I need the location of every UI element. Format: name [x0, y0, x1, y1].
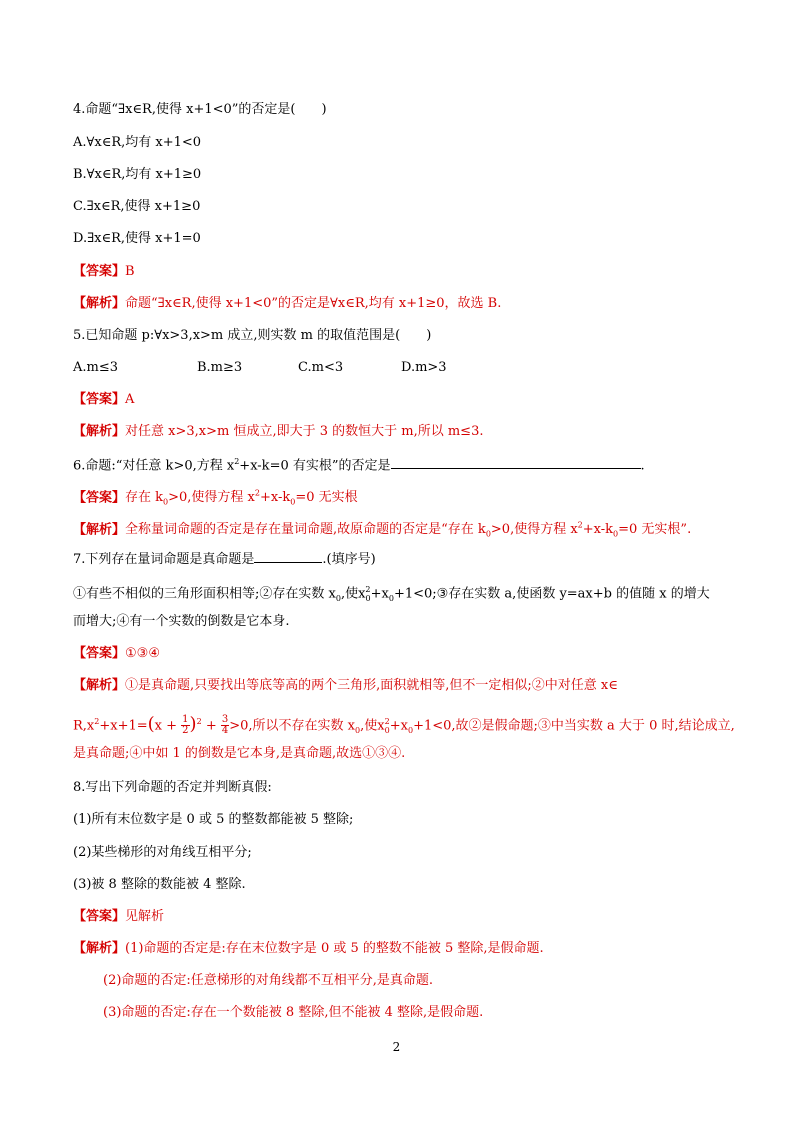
q8-analysis-text-1: (1)命题的否定是:存在末位数字是 0 或 5 的整数不能被 5 整除,是假命题.	[125, 941, 544, 956]
q5-answer-value: A	[125, 392, 135, 407]
fraction-one-half: $\frac{1}{2}$	[182, 714, 189, 737]
q7-analysis-text-2d: >0,所以不存在实数 x	[229, 718, 355, 734]
q4-option-a: A.∀x∈R,均有 x+1<0	[73, 135, 202, 150]
q8-answer-value: 见解析	[125, 909, 165, 924]
q6-stem-text: 6.命题:“对任意 k>0,方程 x	[73, 458, 235, 474]
q8-item-3: (3)被 8 整除的数能被 4 整除.	[73, 877, 246, 892]
q5-option-d: D.m>3	[401, 360, 447, 375]
analysis-tag: 【解析】	[73, 678, 126, 693]
q4-answer	[73, 262, 753, 282]
answer-tag: 【答案】	[73, 264, 126, 279]
q7-answer-value: ①③④	[125, 646, 160, 661]
q8-answer	[73, 907, 753, 927]
q7-item-text-4: +1<0;③存在实数 a,使函数 y=ax+b 的值随 x 的增大	[393, 586, 710, 602]
q6-answer-text-3: +x-k	[259, 490, 291, 506]
q5-answer	[73, 390, 753, 410]
q7-item-text-3: +x	[370, 586, 389, 602]
q4-option-d: D.∃x∈R,使得 x+1=0	[73, 231, 201, 246]
q7-analysis-text-2b: +x+1=	[99, 718, 148, 734]
q6-answer-value: 存在 $k_0>0$,使得方程 $x^2+x-k_0=0$ 无实根	[125, 489, 358, 507]
q7-analysis-line-3: 是真命题;④中如 1 的倒数是它本身,是真命题,故选①③④.	[73, 746, 406, 761]
q6-analysis-text-1: 全称量词命题的否定是存在量词命题,故原命题的否定是“存在 k	[125, 522, 486, 538]
q7-stem-text: 7.下列存在量词命题是真命题是	[73, 552, 255, 567]
q6-analysis-text-4: =0 无实根”.	[618, 522, 692, 538]
q5-option-b: B.m≥3	[197, 360, 243, 375]
q4-analysis-text: 命题“∃x∈R,使得 x+1<0”的否定是∀x∈R,均有 x+1≥0，故选 B.	[125, 296, 502, 311]
q6-analysis-text-3: +x-k	[582, 522, 614, 538]
q7-item-text-2: ,使x	[340, 586, 366, 602]
analysis-tag: 【解析】	[73, 941, 126, 956]
q4-analysis	[73, 294, 753, 314]
q6-answer	[73, 484, 753, 513]
q7-analysis-line-1	[73, 676, 753, 696]
q6-answer-text-4: =0 无实根	[295, 490, 358, 506]
page-number: 2	[392, 1040, 401, 1054]
q8-analysis-2: (2)命题的否定:任意梯形的对角线都不互相平分,是真命题.	[103, 973, 434, 988]
q6-analysis	[73, 516, 753, 545]
q5-analysis	[73, 422, 753, 442]
q7-answer-blank[interactable]	[254, 548, 322, 563]
q8-analysis-1	[73, 939, 753, 959]
q5-analysis-text: 对任意 x>3,x>m 恒成立,即大于 3 的数恒大于 m,所以 m≤3.	[125, 424, 484, 439]
q7-stem-end: .(填序号)	[322, 552, 376, 567]
q7-analysis-plus: +	[205, 718, 217, 734]
q7-analysis-line-2: $R,x^2+x+1=(x$ + $\frac{1}{2}$ )$^2$ + $\frac{3}{4}$ >0,所以不存在实数 $x_0$,使$x^2_0+x_0+1<0$,故②是假命题;③中当实数 a 大于 0 时,结论成立,	[73, 713, 735, 737]
q6-stem: 6.命题:“对任意 k>0,方程 $x^2+x-k=0$ 有实根”的否定是 .	[73, 452, 753, 476]
q6-stem-text-2: +x-k=0 有实根”的否定是	[239, 458, 391, 474]
q7-analysis-text-2a: R,x	[73, 718, 95, 734]
q5-option-a: A.m≤3	[73, 360, 119, 375]
q7-stem	[73, 548, 753, 570]
q6-answer-text-2: >0,使得方程 x	[168, 490, 255, 506]
answer-tag: 【答案】	[73, 490, 126, 506]
q7-analysis-text-1: ①是真命题,只要找出等底等高的两个三角形,面积就相等,但不一定相似;②中对任意 x∈	[125, 678, 618, 693]
formula-close-paren: )	[189, 713, 197, 735]
q4-stem: 4.命题“∃x∈R,使得 x+1<0”的否定是( )	[73, 102, 327, 117]
q5-options	[73, 358, 753, 378]
q4-option-c: C.∃x∈R,使得 x+1≥0	[73, 199, 201, 214]
q6-stem-end: .	[640, 458, 645, 474]
q4-answer-value: B	[125, 264, 135, 279]
fraction-three-quarters: $\frac{3}{4}$	[221, 714, 229, 737]
analysis-tag: 【解析】	[73, 296, 126, 311]
answer-tag: 【答案】	[73, 392, 126, 407]
q6-analysis-text: 全称量词命题的否定是存在量词命题,故原命题的否定是“存在 $k_0>0$,使得方程 $x^2+x-k_0=0$ 无实根”.	[125, 521, 692, 539]
q6-answer-text: 存在 k	[125, 490, 164, 506]
q4-option-b: B.∀x∈R,均有 x+1≥0	[73, 167, 202, 182]
q8-analysis-3: (3)命题的否定:存在一个数能被 8 整除,但不能被 4 整除,是假命题.	[103, 1005, 484, 1020]
q8-item-1: (1)所有末位数字是 0 或 5 的整数都能被 5 整除;	[73, 812, 354, 827]
answer-tag: 【答案】	[73, 646, 126, 661]
formula-open-paren: (	[147, 713, 155, 735]
q6-answer-blank[interactable]	[391, 454, 641, 469]
q7-items-line-1: ①有些不相似的三角形面积相等;②存在实数 $x_0$,使$x^2_0+x_0+1<0;③$存在实数 a,使函数 y=ax+b 的值随 x 的增大	[73, 585, 710, 603]
q6-analysis-text-2: >0,使得方程 x	[490, 522, 578, 538]
q7-analysis-text-2f: +x	[389, 718, 408, 734]
q7-items-line-2: 而增大;④有一个实数的倒数是它本身.	[73, 614, 290, 629]
analysis-tag: 【解析】	[73, 522, 126, 538]
q7-analysis-text-2e: ,使x	[360, 718, 385, 734]
q8-item-2: (2)某些梯形的对角线互相平分;	[73, 845, 252, 860]
q7-analysis-text-2g: +1<0,故②是假命题;③中当实数 a 大于 0 时,结论成立,	[413, 718, 735, 734]
analysis-tag: 【解析】	[73, 424, 126, 439]
answer-tag: 【答案】	[73, 909, 126, 924]
q5-option-c: C.m<3	[298, 360, 344, 375]
q7-item-text-1: ①有些不相似的三角形面积相等;②存在实数 x	[73, 586, 336, 602]
q8-stem: 8.写出下列命题的否定并判断真假:	[73, 780, 272, 795]
q7-answer	[73, 644, 753, 664]
q5-stem: 5.已知命题 p:∀x>3,x>m 成立,则实数 m 的取值范围是( )	[73, 328, 432, 343]
